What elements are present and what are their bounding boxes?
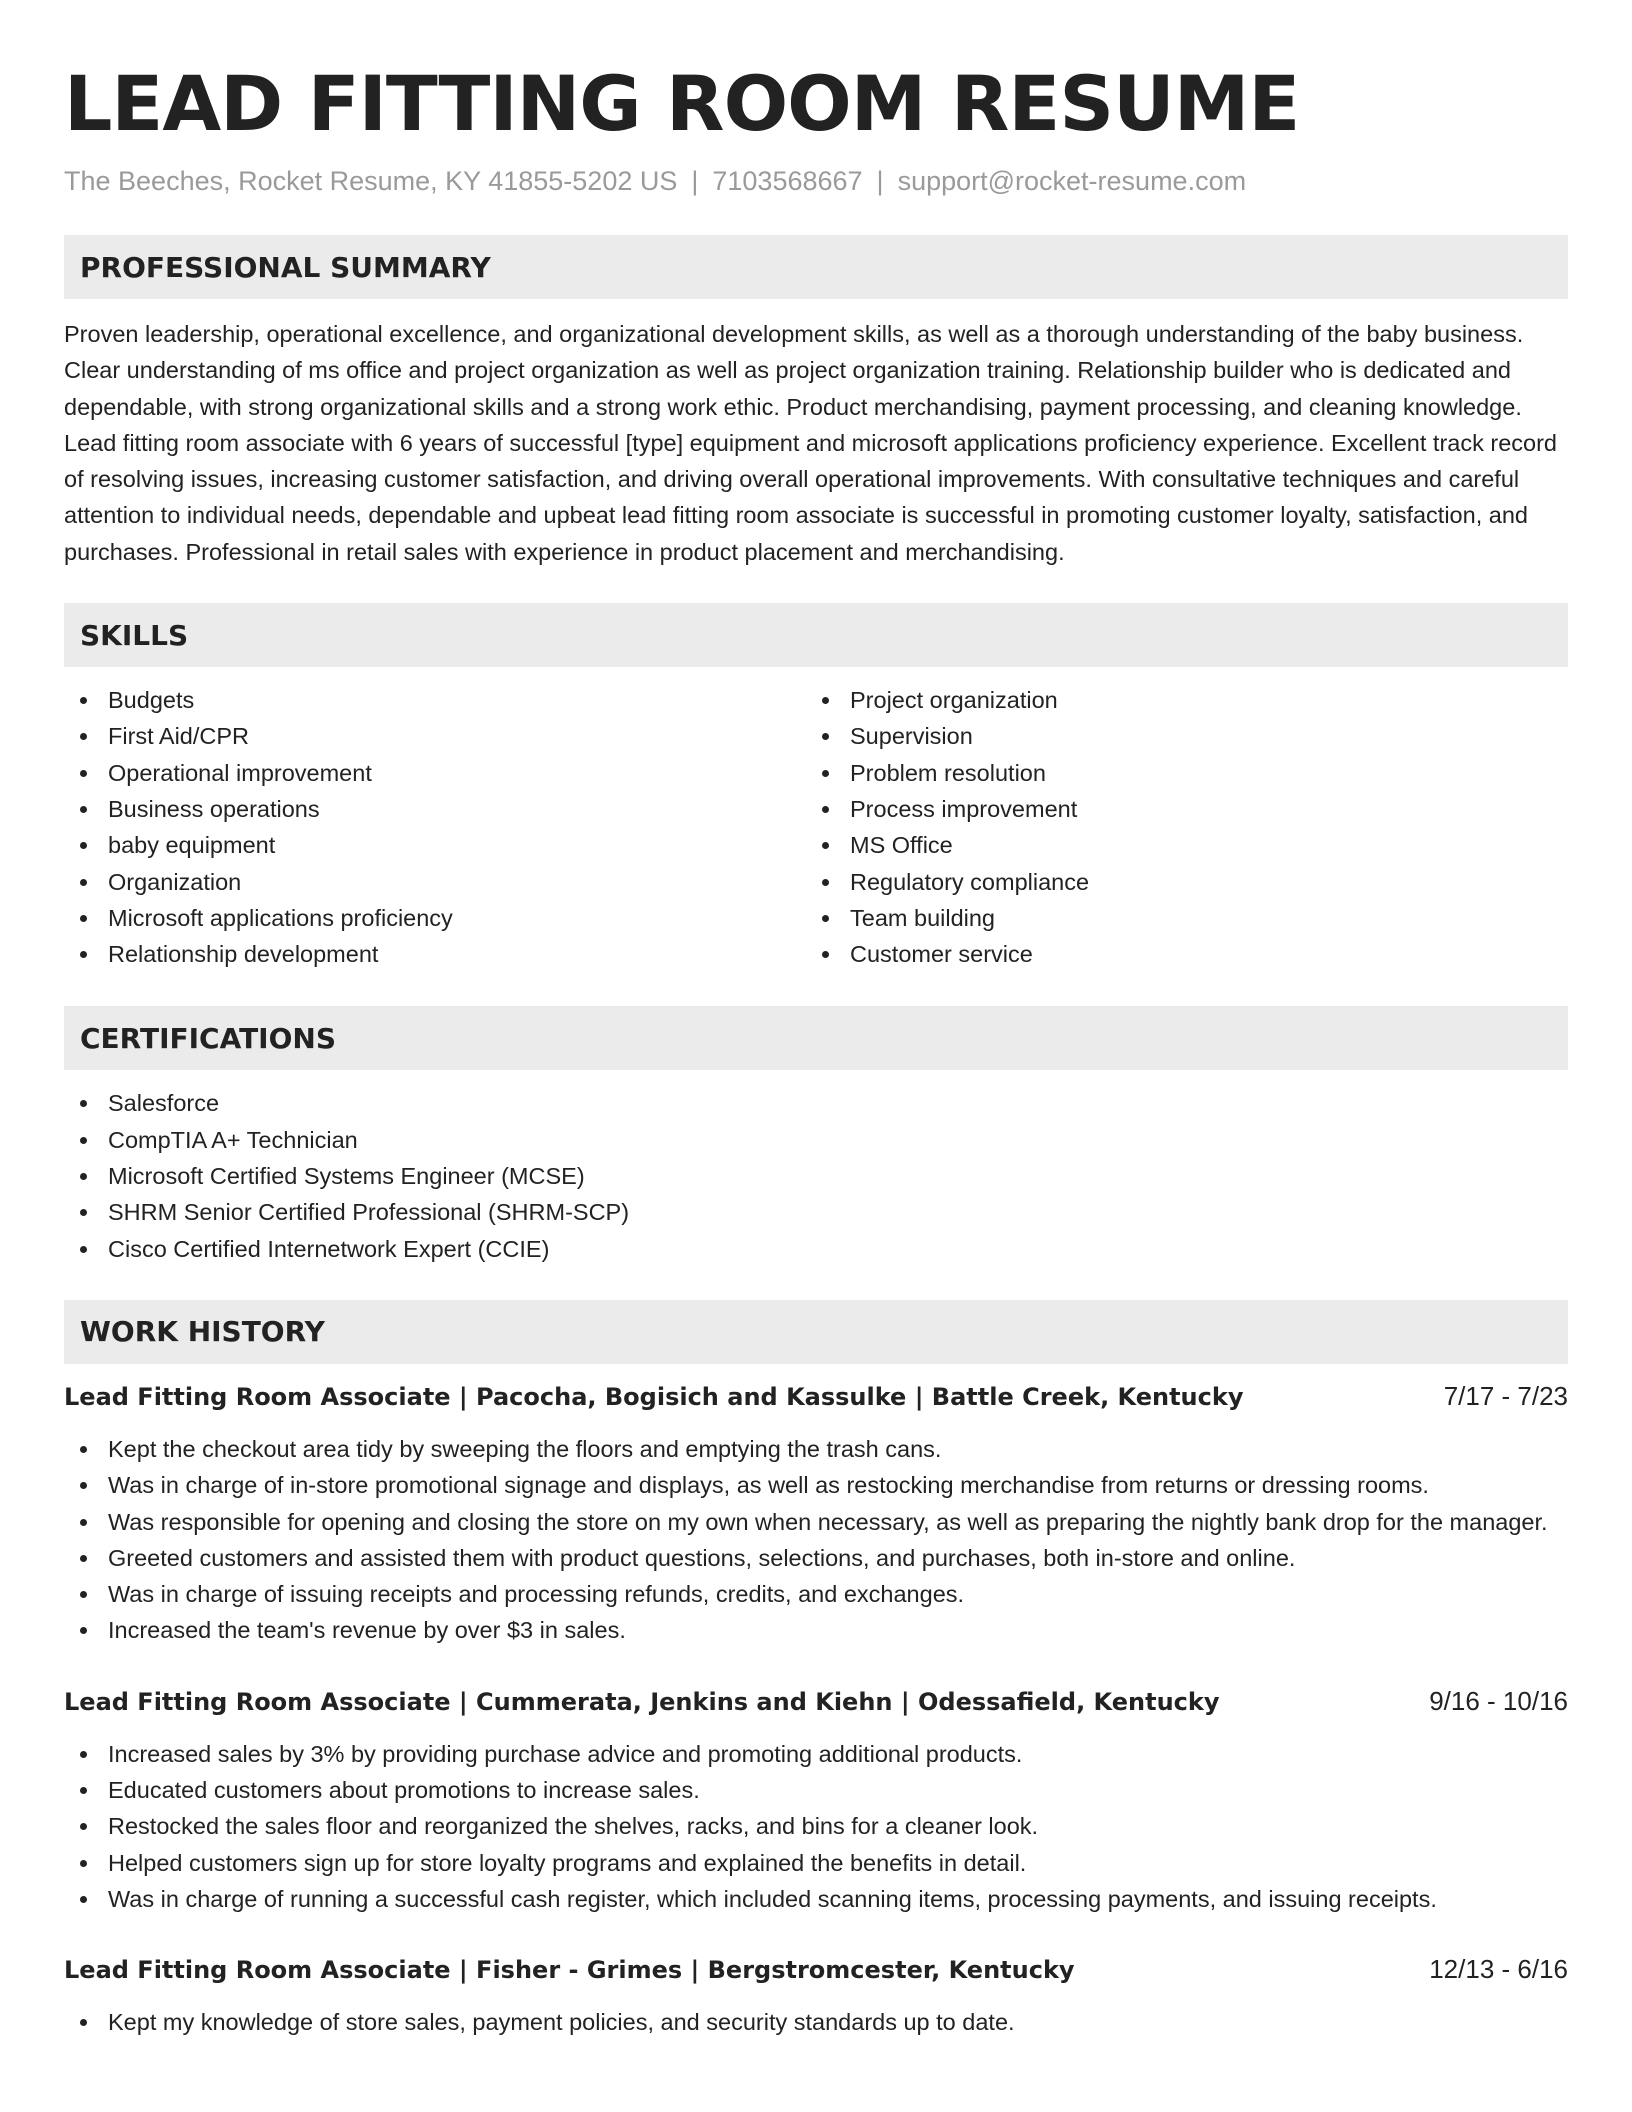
certification-item: CompTIA A+ Technician — [64, 1122, 1568, 1158]
section-heading-summary: PROFESSIONAL SUMMARY — [64, 235, 1568, 299]
job-bullet: Was in charge of issuing receipts and processing refunds, credits, and exchanges. — [64, 1576, 1568, 1612]
contact-email: support@rocket-resume.com — [897, 166, 1247, 196]
skill-item: Supervision — [806, 718, 1548, 754]
contact-address: The Beeches, Rocket Resume, KY 41855-5202 US — [64, 166, 678, 196]
job-header — [64, 1683, 1568, 1720]
section-heading-certifications: CERTIFICATIONS — [64, 1006, 1568, 1070]
skill-item: MS Office — [806, 827, 1548, 863]
resume-page — [64, 0, 1568, 2041]
job-bullet: Increased sales by 3% by providing purchase advice and promoting additional products. — [64, 1736, 1568, 1772]
job-bullets — [64, 1431, 1568, 1649]
skill-item: Budgets — [64, 682, 806, 718]
skill-item: Regulatory compliance — [806, 864, 1548, 900]
job-bullet: Helped customers sign up for store loyalty programs and explained the benefits in detail. — [64, 1845, 1568, 1881]
certification-item: SHRM Senior Certified Professional (SHRM-SCP) — [64, 1194, 1568, 1230]
skill-item: Problem resolution — [806, 755, 1548, 791]
job-entry — [64, 1683, 1568, 1917]
job-entry — [64, 1951, 1568, 2040]
job-dates: 12/13 - 6/16 — [1429, 1954, 1568, 1985]
job-bullet: Increased the team's revenue by over $3 in sales. — [64, 1612, 1568, 1648]
skill-item: Relationship development — [64, 936, 806, 972]
skills-list-left — [64, 682, 806, 972]
job-bullets — [64, 1736, 1568, 1917]
certifications-list — [64, 1085, 1568, 1266]
skill-item: baby equipment — [64, 827, 806, 863]
job-header — [64, 1951, 1568, 1988]
summary-text: Proven leadership, operational excellence, and organizational development skills, as well as a thorough understanding of the baby business. Clear understanding of ms office and project organization as well as project organization training. Relationship builder who is dedicated and dependable, with strong organizational skills and a strong work ethic. Product merchandising, payment processing, and cleaning knowledge. Lead fitting room associate with 6 years of successful [type] equipment and microsoft applications proficiency experience. Excellent track record of resolving issues, increasing customer satisfaction, and driving overall operational improvements. With consultative techniques and careful attention to individual needs, dependable and upbeat lead fitting room associate is successful in promoting customer loyalty, satisfaction, and purchases. Professional in retail sales with experience in product placement and merchandising. — [64, 321, 1557, 565]
resume-title: LEAD FITTING ROOM RESUME — [64, 59, 1300, 148]
section-heading-skills: SKILLS — [64, 603, 1568, 667]
job-bullet: Restocked the sales floor and reorganized the shelves, racks, and bins for a cleaner look. — [64, 1808, 1568, 1844]
certification-item: Microsoft Certified Systems Engineer (MCSE) — [64, 1158, 1568, 1194]
job-bullet: Kept my knowledge of store sales, payment policies, and security standards up to date. — [64, 2004, 1568, 2040]
skill-item: Team building — [806, 900, 1548, 936]
skills-list-right — [806, 682, 1548, 972]
contact-separator: | — [876, 166, 884, 196]
job-title: Lead Fitting Room Associate | Pacocha, Bogisich and Kassulke | Battle Creek, Kentucky — [64, 1382, 1244, 1411]
job-bullet: Greeted customers and assisted them with product questions, selections, and purchases, both in-store and online. — [64, 1540, 1568, 1576]
job-bullets — [64, 2004, 1568, 2040]
skill-item: Process improvement — [806, 791, 1548, 827]
job-bullet: Was in charge of in-store promotional signage and displays, as well as restocking merchandise from returns or dressing rooms. — [64, 1467, 1568, 1503]
job-dates: 7/17 - 7/23 — [1443, 1380, 1568, 1411]
contact-separator: | — [691, 166, 699, 196]
job-title: Lead Fitting Room Associate | Fisher - Grimes | Bergstromcester, Kentucky — [64, 1956, 1075, 1985]
job-entry — [64, 1378, 1568, 1649]
job-title: Lead Fitting Room Associate | Cummerata, Jenkins and Kiehn | Odessafield, Kentucky — [64, 1687, 1220, 1716]
certification-item: Salesforce — [64, 1085, 1568, 1121]
skill-item: First Aid/CPR — [64, 718, 806, 754]
job-bullet: Educated customers about promotions to increase sales. — [64, 1772, 1568, 1808]
skill-item: Microsoft applications proficiency — [64, 900, 806, 936]
skill-item: Business operations — [64, 791, 806, 827]
job-bullet: Kept the checkout area tidy by sweeping the floors and emptying the trash cans. — [64, 1431, 1568, 1467]
skill-item: Organization — [64, 864, 806, 900]
contact-line — [64, 164, 1568, 198]
skills-grid — [64, 682, 1568, 972]
skill-item: Customer service — [806, 936, 1548, 972]
job-bullet: Was responsible for opening and closing the store on my own when necessary, as well as preparing the nightly bank drop for the manager. — [64, 1504, 1568, 1540]
skill-item: Project organization — [806, 682, 1548, 718]
job-dates: 9/16 - 10/16 — [1429, 1685, 1568, 1716]
section-heading-work-history: WORK HISTORY — [64, 1300, 1568, 1364]
contact-phone: 7103568667 — [712, 166, 863, 196]
skill-item: Operational improvement — [64, 755, 806, 791]
job-header — [64, 1378, 1568, 1415]
certification-item: Cisco Certified Internetwork Expert (CCIE) — [64, 1231, 1568, 1267]
job-bullet: Was in charge of running a successful cash register, which included scanning items, processing payments, and issuing receipts. — [64, 1881, 1568, 1917]
